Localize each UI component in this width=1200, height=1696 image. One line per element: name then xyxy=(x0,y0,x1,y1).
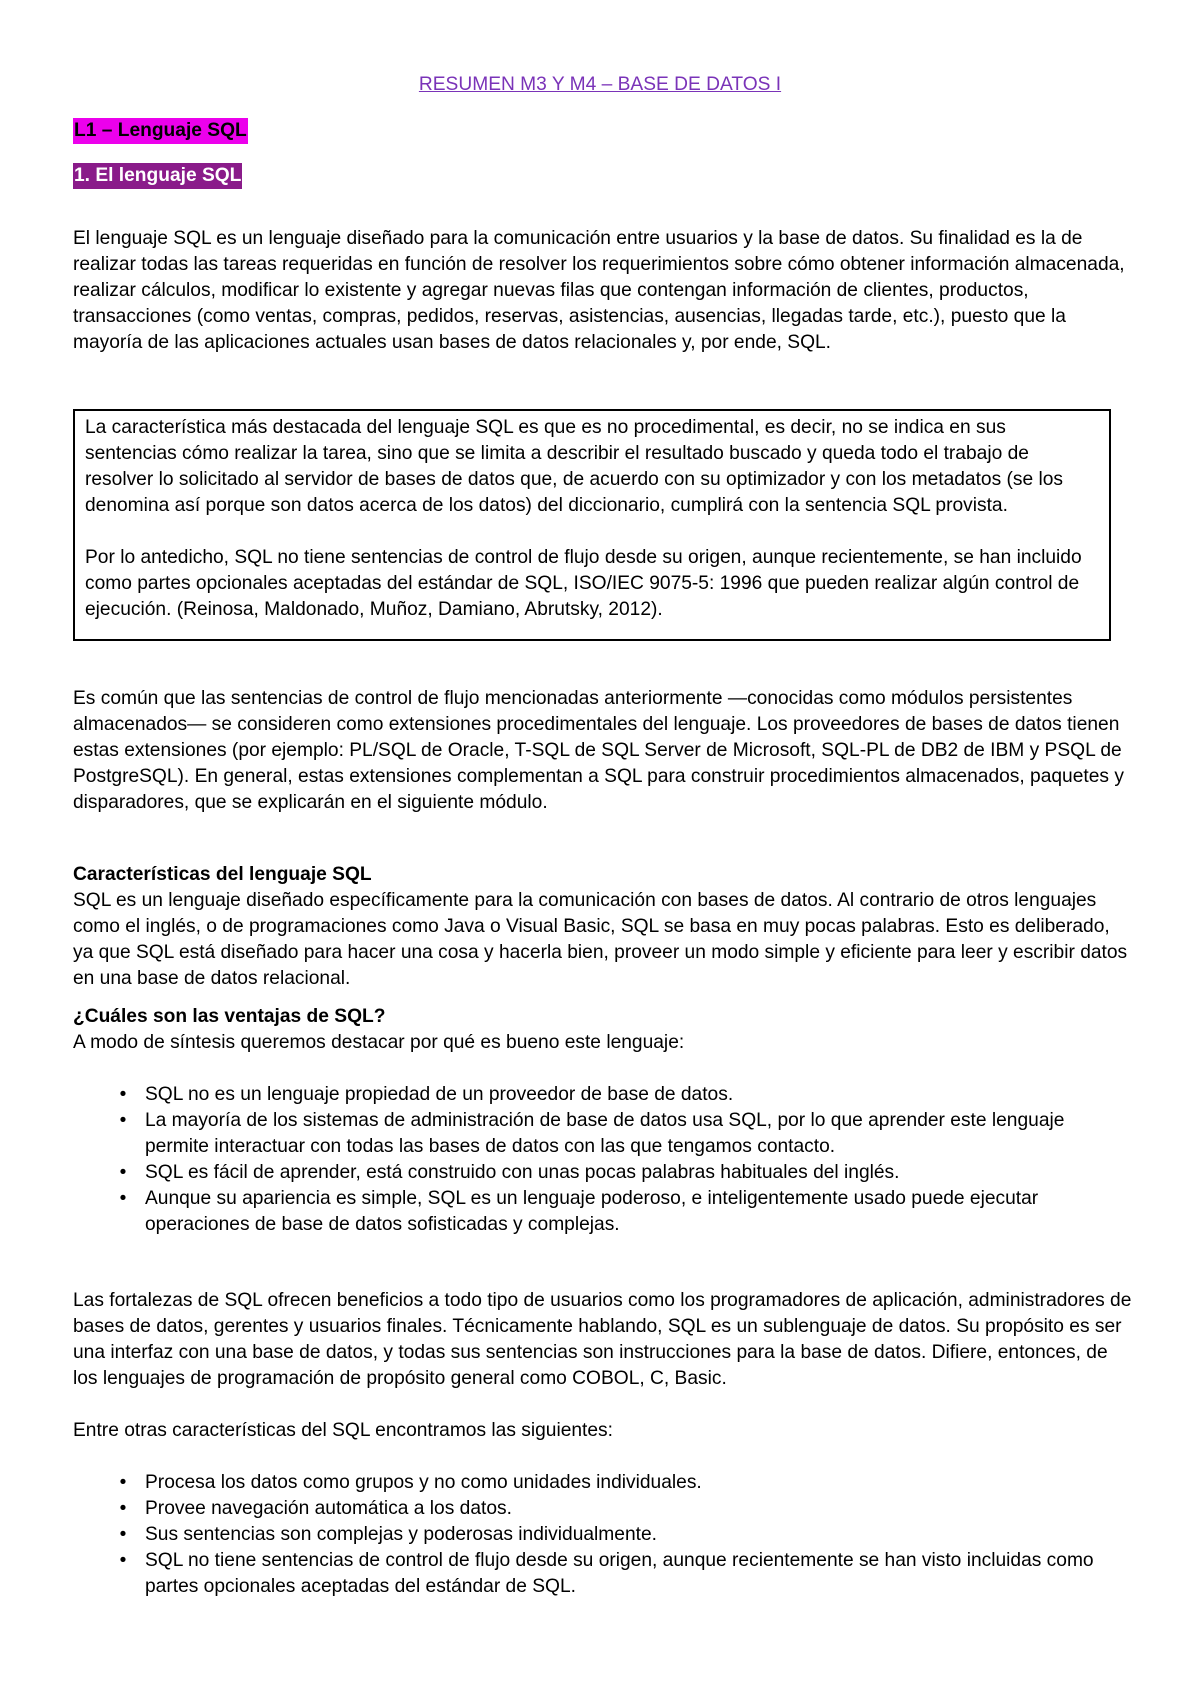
advantages-intro: A modo de síntesis queremos destacar por qué es bueno este lenguaje: xyxy=(73,1032,685,1053)
list-item: • SQL no tiene sentencias de control de flujo desde su origen, aunque recientemente se han visto incluidas como partes opcionales aceptadas del estándar de SQL. xyxy=(73,1548,1133,1600)
section-heading-l1: L1 – Lenguaje SQL xyxy=(73,118,248,144)
extensions-paragraph: Es común que las sentencias de control de flujo mencionadas anteriormente —conocidas como módulos persistentes almacenados— se consideren como extensiones procedimentales del lenguaje. Los proveedores de bases de datos tienen estas extensiones (por ejemplo: PL/SQL de Oracle, T-SQL de SQL Server de Microsoft, SQL-PL de DB2 de IBM y PSQL de PostgreSQL). En general, estas extensiones complementan a SQL para construir procedimientos almacenados, paquetes y disparadores, que se explicarán en el siguiente módulo. xyxy=(73,688,1124,813)
bullet-icon: • xyxy=(119,1472,127,1493)
bullet-icon: • xyxy=(119,1162,127,1183)
list-item: • SQL no es un lenguaje propiedad de un proveedor de base de datos. xyxy=(73,1082,1133,1108)
intro-paragraph: El lenguaje SQL es un lenguaje diseñado para la comunicación entre usuarios y la base de datos. Su finalidad es la de realizar todas las tareas requeridas en función de resolver los requerimientos sobre cómo obtener información almacenada, realizar cálculos, modificar lo existente y agregar nuevas filas que contengan información de clientes, productos, transacciones (como ventas, compras, pedidos, reservas, asistencias, ausencias, llegadas tarde, etc.), puesto que la mayoría de las aplicaciones actuales usan bases de datos relacionales y, por ende, SQL. xyxy=(73,228,1125,353)
advantages-heading: ¿Cuáles son las ventajas de SQL? xyxy=(73,1006,386,1027)
bullet-icon: • xyxy=(119,1550,127,1571)
other-features-list xyxy=(73,1470,1133,1600)
list-item: • Aunque su apariencia es simple, SQL es un lenguaje poderoso, e inteligentemente usado puede ejecutar operaciones de base de datos sofisticadas y complejas. xyxy=(73,1186,1133,1238)
characteristics-body: SQL es un lenguaje diseñado específicamente para la comunicación con bases de datos. Al contrario de otros lenguajes como el inglés, o de programaciones como Java o Visual Basic, SQL se basa en muy pocas palabras. Esto es deliberado, ya que SQL está diseñado para hacer una cosa y hacerla bien, proveer un modo simple y eficiente para leer y escribir datos en una base de datos relacional. xyxy=(73,890,1128,989)
subsection-heading: 1. El lenguaje SQL xyxy=(73,163,242,189)
other-features-intro: Entre otras características del SQL encontramos las siguientes: xyxy=(73,1420,613,1441)
document-title: RESUMEN M3 Y M4 – BASE DE DATOS I xyxy=(418,74,782,95)
bullet-icon: • xyxy=(119,1188,127,1209)
strengths-paragraph: Las fortalezas de SQL ofrecen beneficios a todo tipo de usuarios como los programadores de aplicación, administradores de bases de datos, gerentes y usuarios finales. Técnicamente hablando, SQL es un sublenguaje de datos. Su propósito es ser una interfaz con una base de datos, y todas sus sentencias son instrucciones para la base de datos. Difiere, entonces, de los lenguajes de programación de propósito general como COBOL, C, Basic. xyxy=(73,1290,1132,1389)
list-item: • La mayoría de los sistemas de administración de base de datos usa SQL, por lo que aprender este lenguaje permite interactuar con todas las bases de datos con las que tengamos contacto. xyxy=(73,1108,1133,1160)
bullet-icon: • xyxy=(119,1498,127,1519)
bullet-icon: • xyxy=(119,1110,127,1131)
list-item: • Sus sentencias son complejas y poderosas individualmente. xyxy=(73,1522,1133,1548)
characteristics-heading: Características del lenguaje SQL xyxy=(73,864,372,885)
advantages-list xyxy=(73,1082,1133,1238)
bullet-icon: • xyxy=(119,1084,127,1105)
highlight-box xyxy=(73,409,1111,641)
advantages-section xyxy=(73,1004,1133,1056)
bullet-icon: • xyxy=(119,1524,127,1545)
list-item: • SQL es fácil de aprender, está construido con unas pocas palabras habituales del inglés. xyxy=(73,1160,1133,1186)
list-item: • Procesa los datos como grupos y no como unidades individuales. xyxy=(73,1470,1133,1496)
box-paragraph-1: La característica más destacada del lenguaje SQL es que es no procedimental, es decir, no se indica en sus sentencias cómo realizar la tarea, sino que se limita a describir el resultado buscado y queda todo el trabajo de resolver lo solicitado al servidor de bases de datos que, de acuerdo con su optimizador y con los metadatos (se los denomina así porque son datos acerca de los datos) del diccionario, cumplirá con la sentencia SQL provista. xyxy=(85,417,1064,516)
characteristics-section xyxy=(73,862,1133,992)
list-item: • Provee navegación automática a los datos. xyxy=(73,1496,1133,1522)
box-paragraph-2: Por lo antedicho, SQL no tiene sentencias de control de flujo desde su origen, aunque recientemente, se han incluido como partes opcionales aceptadas del estándar de SQL, ISO/IEC 9075-5: 1996 que pueden realizar algún control de ejecución. (Reinosa, Maldonado, Muñoz, Damiano, Abrutsky, 2012). xyxy=(85,547,1082,620)
